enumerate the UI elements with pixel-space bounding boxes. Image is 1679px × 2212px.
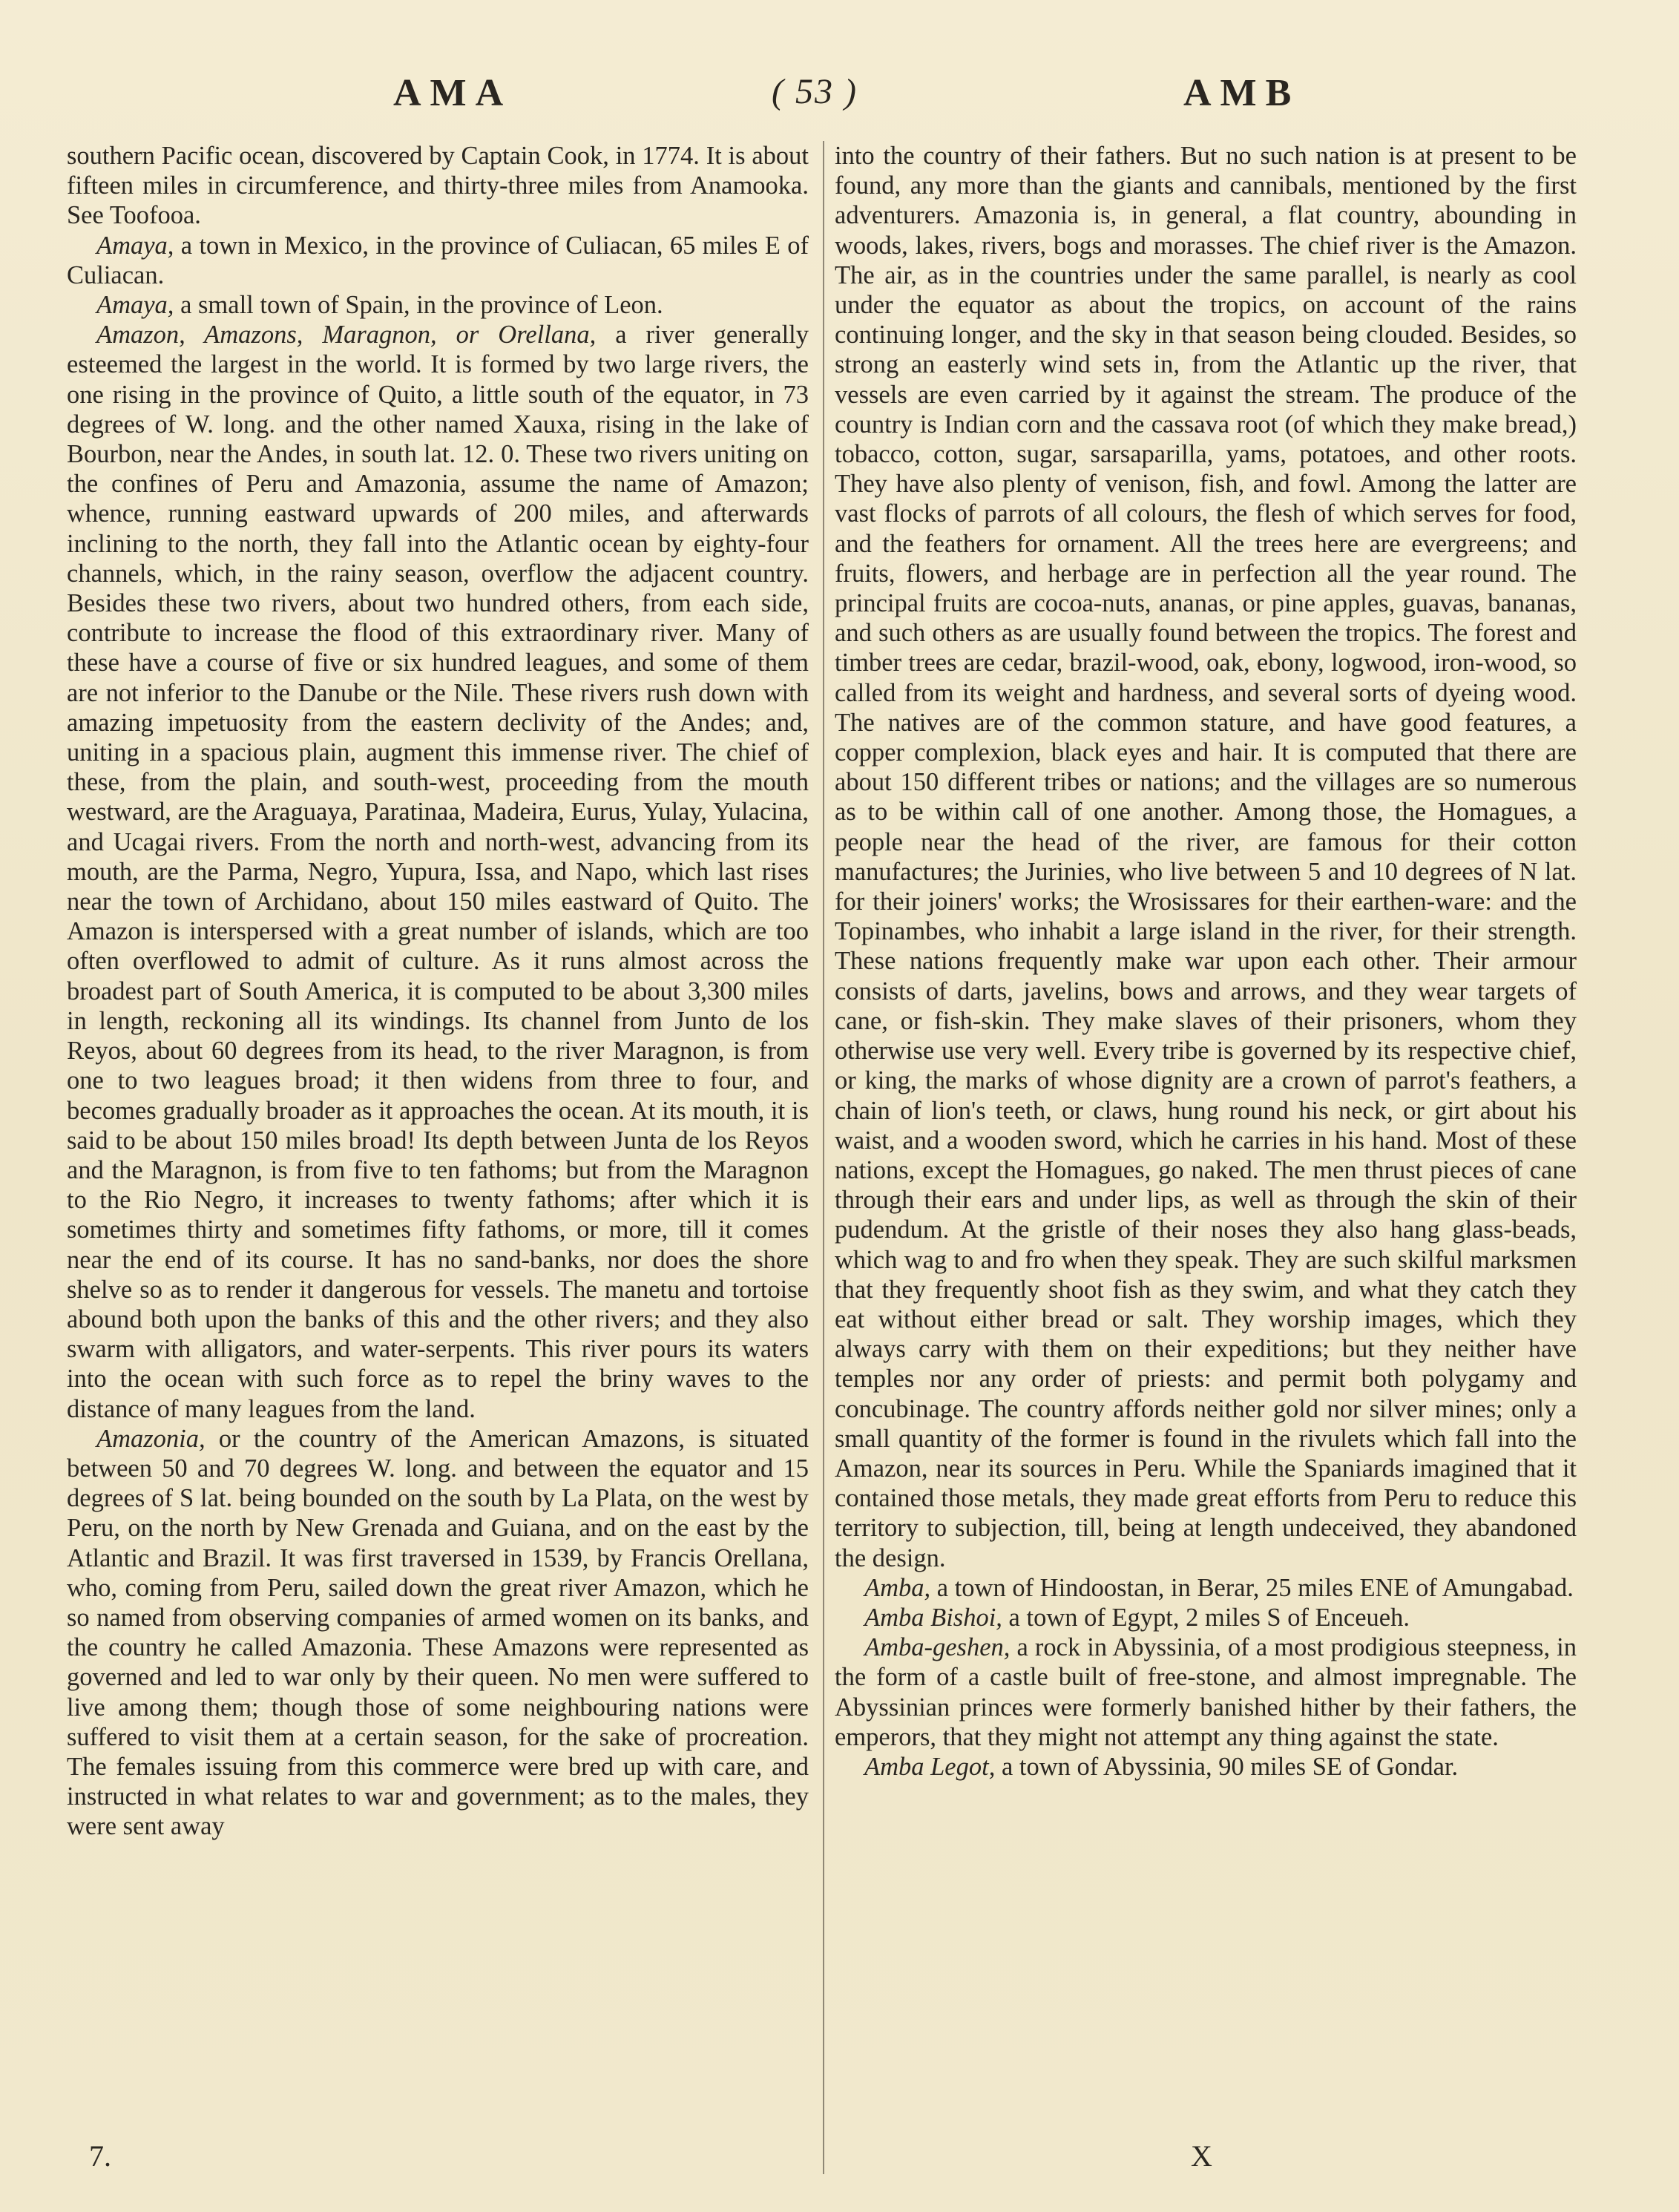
signature-mark-left: 7.: [89, 2139, 111, 2173]
entry-headword: Amazonia,: [96, 1424, 206, 1453]
running-head-right: AMB: [1183, 72, 1301, 114]
entry-paragraph: [835, 1752, 1577, 1782]
entry-paragraph: [835, 1573, 1577, 1603]
entry-headword: Amba,: [864, 1573, 931, 1602]
entry-text: a town of Hindoostan, in Berar, 25 miles ENE of Amungabad.: [930, 1573, 1574, 1602]
entry-text: a small town of Spain, in the province of Leon.: [174, 291, 663, 320]
entry-text: a town of Abyssinia, 90 miles SE of Gondar.: [995, 1752, 1459, 1781]
entry-text: a river generally esteemed the largest in the world. It is formed by two large rivers, the one rising in the province of Quito, a little south of the equator, in 73 degrees of W. long. and the other named Xauxa, rising in the lake of Bourbon, near the Andes, in south lat. 12. 0. These two rivers uniting on the confines of Peru and Amazonia, assume the name of Amazon; whence, running eastward upwards of 200 miles, and afterwards inclining to the north, they fall into the Atlantic ocean by eighty-four channels, which, in the rainy season, overflow the adjacent country. Besides these two rivers, about two hundred others, from each side, contribute to increase the flood of this extraordinary river. Many of these have a course of five or six hundred leagues, and some of them are not inferior to the Danube or the Nile. These rivers rush down with amazing impetuosity from the eastern declivity of the Andes; and, uniting in a spacious plain, augment this immense river. The chief of these, from the plain, and south-west, proceeding from the mouth westward, are the Araguaya, Paratinaa, Madeira, Eurus, Yulay, Yulacina, and Ucagai rivers. From the north and north-west, advancing from its mouth, are the Parma, Negro, Yupura, Issa, and Napo, which last rises near the town of Archidano, about 150 miles eastward of Quito. The Amazon is interspersed with a great number of islands, which are too often overflowed to admit of culture. As it runs almost across the broadest part of South America, it is computed to be about 3,300 miles in length, reckoning all its windings. Its channel from Junto de los Reyos, about 60 degrees from its head, to the river Maragnon, is from one to two leagues broad; it then widens from three to four, and becomes gradually broader as it approaches the ocean. At its mouth, it is said to be about 150 miles broad! Its depth between Junta de los Reyos and the Maragnon, is from five to ten fathoms; but from the Maragnon to the Rio Negro, it increases to twenty fathoms; after which it is sometimes thirty and sometimes fifty fathoms, or more, till it comes near the end of its course. It has no sand-banks, nor does the shore shelve so as to render it dangerous for vessels. The manetu and tortoise abound both upon the banks of this and the other rivers; and they also swarm with alligators, and water-serpents. This river pours its waters into the ocean with such force as to repel the briny waves to the distance of many leagues from the land.: [67, 321, 809, 1423]
column-divider: [823, 141, 824, 2174]
entry-paragraph: [67, 141, 809, 231]
entry-headword: Amba Legot,: [864, 1752, 996, 1781]
entry-text: or the country of the American Amazons, is situated between 50 and 70 degrees W. long. and between the equator and 15 degrees of S lat. being bounded on the south by La Plata, on the west by Peru, on the north by New Grenada and Guiana, and on the east by the Atlantic and Brazil. It was first traversed in 1539, by Francis Orellana, who, coming from Peru, sailed down the great river Amazon, which he so named from observing companies of armed women on its banks, and the country he called Amazonia. These Amazons were represented as governed and led to war only by their queen. No men were suffered to live among them; though those of some neighbouring nations were suffered to visit them at a certain season, for the sake of procreation. The females issuing from this commerce were bred up with care, and instructed in what relates to war and government; as to the males, they were sent away: [67, 1424, 809, 1841]
page-number: ( 53 ): [772, 72, 858, 111]
entry-headword: Amazon, Amazons, Maragnon, or Orellana,: [96, 321, 597, 349]
entry-headword: Amaya,: [96, 291, 174, 320]
signature-mark-right: X: [1191, 2139, 1212, 2173]
entry-paragraph: [67, 1424, 809, 1842]
entry-headword: Amaya,: [96, 231, 174, 260]
left-column: [67, 141, 809, 1842]
entry-paragraph: [835, 141, 1577, 1573]
entry-headword: Amba-geshen,: [864, 1633, 1011, 1662]
entry-text: southern Pacific ocean, discovered by Captain Cook, in 1774. It is about fifteen miles in circumference, and thirty-three miles from Anamooka. See Toofooa.: [67, 142, 809, 230]
running-head-left: AMA: [393, 72, 513, 114]
entry-headword: Amba Bishoi,: [864, 1603, 1002, 1632]
entry-paragraph: [67, 231, 809, 290]
entry-paragraph: [67, 290, 809, 320]
running-head: [0, 71, 1679, 123]
entry-text: into the country of their fathers. But no such nation is at present to be found, any more than the giants and cannibals, mentioned by the first adventurers. Amazonia is, in general, a flat country, abounding in woods, lakes, rivers, bogs and morasses. The chief river is the Amazon. The air, as in the countries under the same parallel, is nearly as cool under the equator as about the tropics, on account of the rains continuing longer, and the sky in that season being clouded. Besides, so strong an easterly wind sets in, from the Atlantic up the river, that vessels are even carried by it against the stream. The produce of the country is Indian corn and the cassava root (of which they make bread,) tobacco, cotton, sugar, sarsaparilla, yams, potatoes, and other roots. They have also plenty of venison, fish, and fowl. Among the latter are vast flocks of parrots of all colours, the flesh of which serves for food, and the feathers for ornament. All the trees here are evergreens; and fruits, flowers, and herbage are in perfection all the year round. The principal fruits are cocoa-nuts, ananas, or pine apples, guavas, bananas, and such others as are usually found between the tropics. The forest and timber trees are cedar, brazil-wood, oak, ebony, logwood, iron-wood, so called from its weight and hardness, and several sorts of dyeing wood. The natives are of the common stature, and have good features, a copper complexion, black eyes and hair. It is computed that there are about 150 different tribes or nations; and the villages are so numerous as to be within call of one another. Among those, the Homagues, a people near the head of the river, are famous for their cotton manufactures; the Jurinies, who live between 5 and 10 degrees of N lat. for their joiners' works; the Wrosissares for their earthen-ware: and the Topinambes, who inhabit a large island in the river, for their strength. These nations frequently make war upon each other. Their armour consists of darts, javelins, bows and arrows, and they wear targets of cane, or fish-skin. They make slaves of their prisoners, whom they otherwise use very well. Every tribe is governed by its respective chief, or king, the marks of whose dignity are a crown of parrot's feathers, a chain of lion's teeth, or claws, hung round his neck, or girt about his waist, and a wooden sword, which he carries in his hand. Most of these nations, except the Homagues, go naked. The men thrust pieces of cane through their ears and under lips, as well as through the skin of their pudendum. At the gristle of their noses they also hang glass-beads, which wag to and fro when they speak. They are such skilful marksmen that they frequently shoot fish as they swim, and what they catch they eat without either bread or salt. They worship images, which they always carry with them on their expeditions; but they neither have temples nor any order of priests: and permit both polygamy and concubinage. The country affords neither gold nor silver mines; only a small quantity of the former is found in the rivulets which fall into the Amazon, near its sources in Peru. While the Spaniards imagined that it contained those metals, they made great efforts from Peru to reduce this territory to subjection, till, being at length undeceived, they abandoned the design.: [835, 142, 1577, 1572]
entry-text: a town of Egypt, 2 miles S of Enceueh.: [1002, 1603, 1410, 1632]
entry-paragraph: [67, 320, 809, 1424]
entry-text: a rock in Abyssinia, of a most prodigious steepness, in the form of a castle built of free-stone, and almost impregnable. The Abyssinian princes were formerly banished hither by their fathers, the emperors, that they might not attempt any thing against the state.: [835, 1633, 1577, 1751]
entry-paragraph: [835, 1603, 1577, 1632]
right-column: [835, 141, 1577, 1782]
entry-paragraph: [835, 1632, 1577, 1752]
entry-text: a town in Mexico, in the province of Culiacan, 65 miles E of Culiacan.: [67, 231, 809, 289]
